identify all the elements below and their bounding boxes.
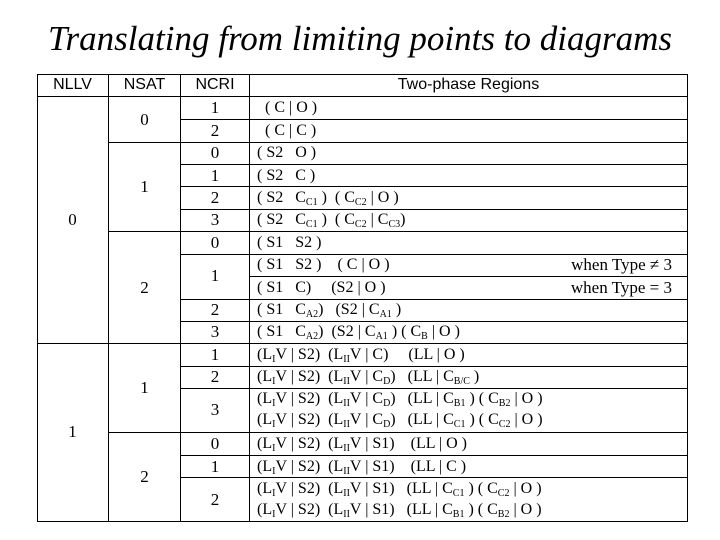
nsat-value: 1 — [140, 177, 149, 196]
nsat-value: 0 — [140, 110, 149, 129]
nllv-value: 0 — [68, 210, 77, 229]
header-nllv: NLLV — [53, 76, 92, 93]
ncri-value: 1 — [210, 98, 220, 117]
header-nsat: NSAT — [123, 76, 166, 93]
region-cell: ( C | O ) — [265, 99, 318, 116]
region-cell: ($L_IV$ | S2) ($L_{II}V$ | $C_D$) (LL | $C_{C1}$ ) ( $C_{C2}$ | O ) — [257, 411, 543, 430]
region-cell: ( S1 $C_{A2}$) (S2 | $C_{A1}$ ) — [257, 301, 402, 320]
row-divider — [180, 209, 688, 210]
table-border-left — [37, 74, 38, 522]
ncri-value: 1 — [210, 266, 220, 285]
row-divider — [180, 388, 688, 389]
row-divider — [180, 477, 688, 478]
row-divider — [180, 321, 688, 322]
type-note: when Type ≠ 3 — [571, 255, 672, 274]
row-divider — [180, 186, 688, 187]
region-cell: ( C | C ) — [265, 122, 317, 139]
ncri-value: 3 — [210, 400, 220, 419]
region-cell: ( S1 S2 ) — [257, 234, 322, 251]
region-cell: ( S2 $C_{C1}$ ) ( $C_{C2}$ | $C_{C3}$) — [257, 211, 406, 230]
ncri-value: 0 — [210, 233, 220, 252]
row-divider — [249, 276, 688, 277]
region-cell: ( S1 S2 ) ( C | O ) — [257, 256, 390, 273]
nsat-value: 2 — [140, 278, 149, 297]
nsat-value: 1 — [140, 378, 149, 397]
region-cell: ( S1 $C_{A2}$) (S2 | $C_{A1}$ ) ( $C_B$ | O ) — [257, 323, 460, 342]
ncri-value: 2 — [210, 490, 220, 509]
row-divider — [180, 119, 688, 120]
region-cell: ($L_IV$ | S2) ($L_{II}V$ | S1) (LL | C ) — [257, 458, 467, 477]
region-cell: ($L_IV$ | S2) ($L_{II}V$ | C) (LL | O ) — [257, 346, 465, 365]
row-divider — [180, 164, 688, 165]
region-cell: ($L_IV$ | S2) ($L_{II}V$ | S1) (LL | $C_{B1}$ ) ( $C_{B2}$ | O ) — [257, 501, 542, 520]
region-cell: ( S2 $C_{C1}$ ) ( $C_{C2}$ | O ) — [257, 189, 399, 208]
ncri-value: 2 — [210, 367, 220, 386]
nllv-group-divider — [37, 343, 688, 344]
row-divider — [180, 299, 688, 300]
nsat-value: 2 — [140, 467, 149, 486]
region-cell: ($L_IV$ | S2) ($L_{II}V$ | S1) (LL | $C_{C1}$ ) ( $C_{C2}$ | O ) — [257, 480, 542, 499]
table-border-bottom — [37, 521, 688, 522]
nsat-group-divider — [108, 432, 688, 433]
ncri-value: 3 — [210, 210, 220, 229]
nllv-value: 1 — [68, 422, 77, 441]
type-note: when Type = 3 — [570, 278, 672, 297]
header-ncri: NCRI — [195, 76, 235, 93]
ncri-value: 2 — [210, 188, 220, 207]
ncri-value: 3 — [210, 322, 220, 341]
region-cell: ($L_IV$ | S2) ($L_{II}V$ | $C_D$) (LL | $C_{B/C}$ ) — [257, 368, 480, 387]
ncri-value: 2 — [210, 121, 220, 140]
region-cell: ($L_IV$ | S2) ($L_{II}V$ | $C_D$) (LL | $C_{B1}$ ) ( $C_{B2}$ | O ) — [257, 390, 543, 409]
nsat-group-divider — [108, 142, 688, 143]
ncri-value: 1 — [210, 457, 220, 476]
region-cell: ($L_IV$ | S2) ($L_{II}V$ | S1) (LL | O ) — [257, 435, 467, 454]
header-divider — [37, 96, 688, 97]
ncri-value: 0 — [210, 143, 220, 162]
ncri-value: 1 — [210, 166, 220, 185]
row-divider — [180, 455, 688, 456]
ncri-value: 2 — [210, 300, 220, 319]
slide-title: Translating from limiting points to diagrams — [48, 19, 672, 58]
regions-table — [37, 74, 688, 522]
ncri-value: 0 — [210, 434, 220, 453]
header-regions: Two-phase Regions — [397, 76, 540, 93]
ncri-value: 1 — [210, 345, 220, 364]
region-cell: ( S1 C) (S2 | O ) — [257, 279, 386, 296]
nsat-group-divider — [108, 231, 688, 232]
region-cell: ( S2 O ) — [257, 144, 317, 161]
region-cell: ( S2 C ) — [257, 167, 316, 184]
row-divider — [180, 366, 688, 367]
